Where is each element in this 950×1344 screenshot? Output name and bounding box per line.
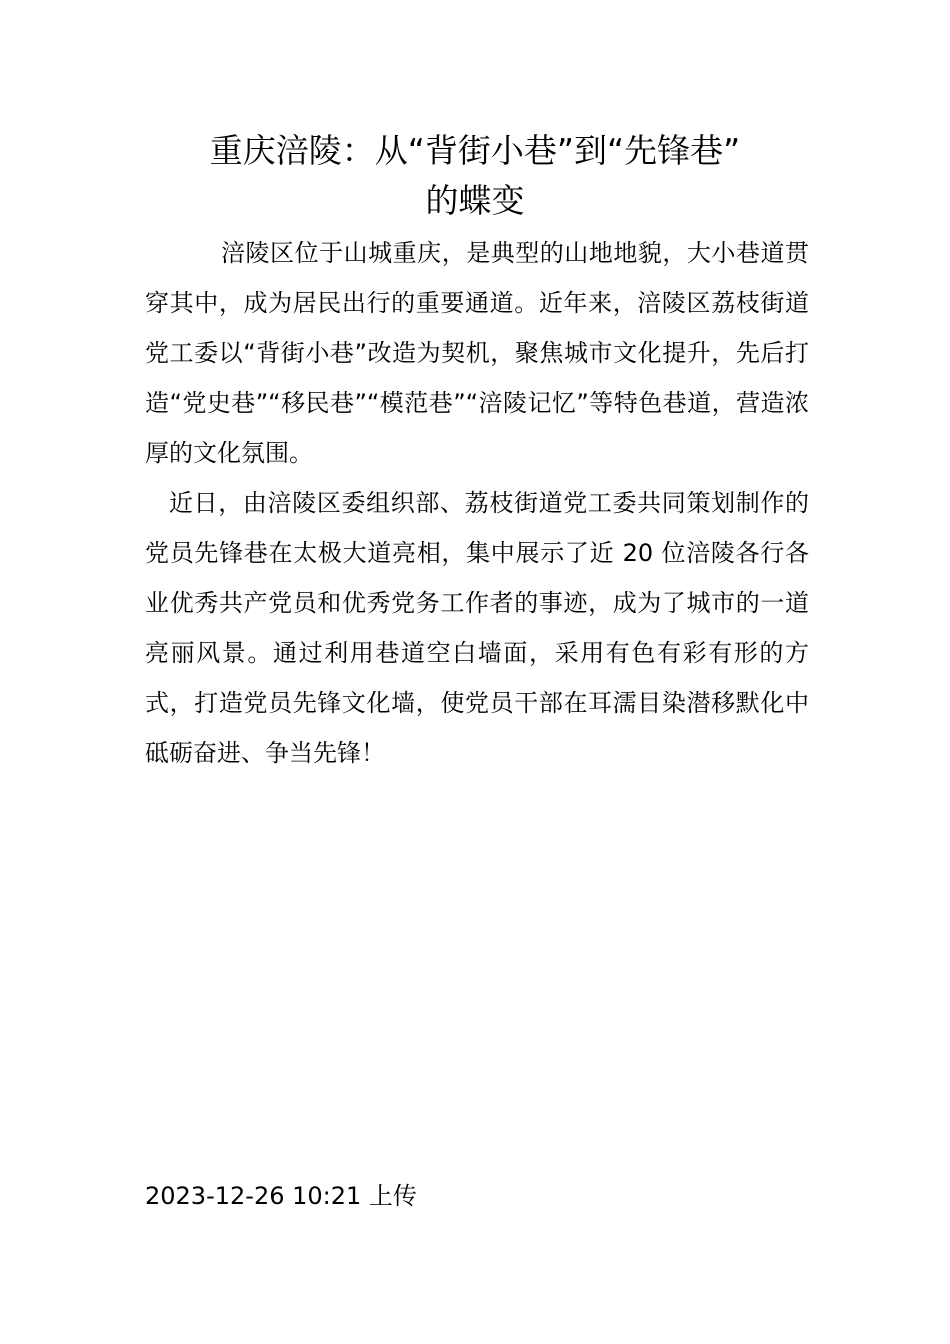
title-line-2: 的蝶变 xyxy=(425,181,525,220)
document-title xyxy=(130,126,820,226)
paragraph-1: 涪陵区位于山城重庆，是典型的山地地貌，大小巷道贯穿其中，成为居民出行的重要通道。近年来，涪陵区荔枝街道党工委以“背街小巷”改造为契机，聚焦城市文化提升，先后打造“党史巷”“移民巷”“模范巷”“涪陵记忆”等特色巷道，营造浓厚的文化氛围。 xyxy=(145,239,809,467)
paragraph-2: 近日，由涪陵区委组织部、荔枝街道党工委共同策划制作的党员先锋巷在太极大道亮相，集中展示了近 20 位涪陵各行各业优秀共产党员和优秀党务工作者的事迹，成为了城市的一道亮丽风景。通过利用巷道空白墙面，采用有色有彩有形的方式，打造党员先锋文化墙，使党员干部在耳濡目染潜移默化中砥砺奋进、争当先锋！ xyxy=(145,489,809,767)
upload-timestamp: 2023-12-26 10:21 上传 xyxy=(145,1182,417,1210)
title-line-1: 重庆涪陵：从“背街小巷”到“先锋巷” xyxy=(209,131,741,170)
article-body xyxy=(145,228,809,778)
